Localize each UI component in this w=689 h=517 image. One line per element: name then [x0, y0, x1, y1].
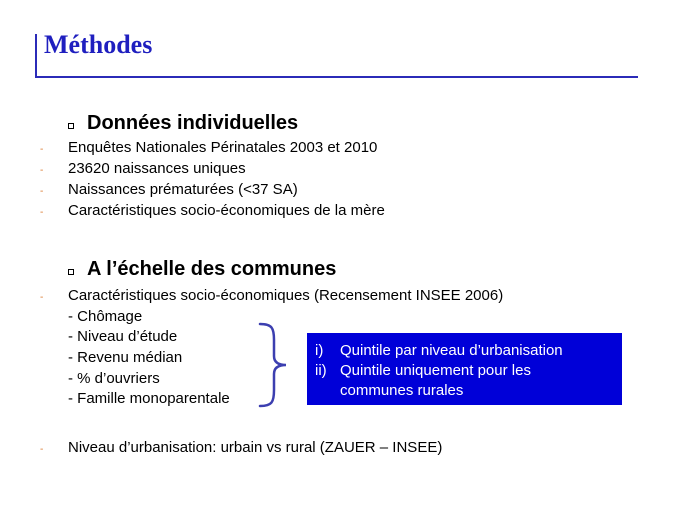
title-vertical-rule	[35, 34, 37, 78]
callout-text: Quintile uniquement pour les	[340, 362, 531, 379]
dash-bullet-icon: -	[40, 207, 44, 218]
list-item: Naissances prématurées (<37 SA)	[68, 181, 298, 198]
list-item: Caractéristiques socio-économiques (Recensement INSEE 2006)	[68, 287, 504, 304]
title-horizontal-rule	[35, 76, 638, 78]
dash-bullet-icon: -	[40, 165, 44, 176]
section-heading-label: Données individuelles	[87, 112, 299, 134]
section-heading-label: A l’échelle des communes	[87, 258, 337, 280]
list-item: Niveau d’urbanisation: urbain vs rural (ZAUER – INSEE)	[68, 439, 443, 456]
section-heading-individual-data	[68, 112, 298, 135]
dash-bullet-icon: -	[40, 292, 44, 303]
callout-numeral: ii)	[315, 362, 327, 379]
sub-list-item: - Revenu médian	[68, 349, 183, 366]
dash-bullet-icon: -	[40, 144, 44, 155]
sub-list-item: - Famille monoparentale	[68, 390, 230, 407]
callout-text: communes rurales	[340, 382, 464, 399]
checkbox-bullet-icon	[68, 123, 74, 129]
callout-item	[307, 341, 622, 361]
callout-numeral: i)	[315, 342, 324, 359]
slide-title: Méthodes	[44, 30, 153, 59]
list-item: Enquêtes Nationales Périnatales 2003 et 2010	[68, 139, 378, 156]
section-heading-communes	[68, 258, 336, 281]
callout-item	[307, 381, 622, 401]
checkbox-bullet-icon	[68, 269, 74, 275]
list-item: Caractéristiques socio-économiques de la mère	[68, 202, 385, 219]
list-item: 23620 naissances uniques	[68, 160, 246, 177]
dash-bullet-icon: -	[40, 444, 44, 455]
sub-list-item: - % d’ouvriers	[68, 370, 160, 387]
callout-box	[307, 333, 622, 405]
callout-item	[307, 361, 622, 381]
callout-text: Quintile par niveau d’urbanisation	[340, 342, 563, 359]
sub-list-item: - Chômage	[68, 308, 143, 325]
dash-bullet-icon: -	[40, 186, 44, 197]
right-brace-icon	[256, 322, 300, 408]
sub-list-item: - Niveau d’étude	[68, 328, 178, 345]
